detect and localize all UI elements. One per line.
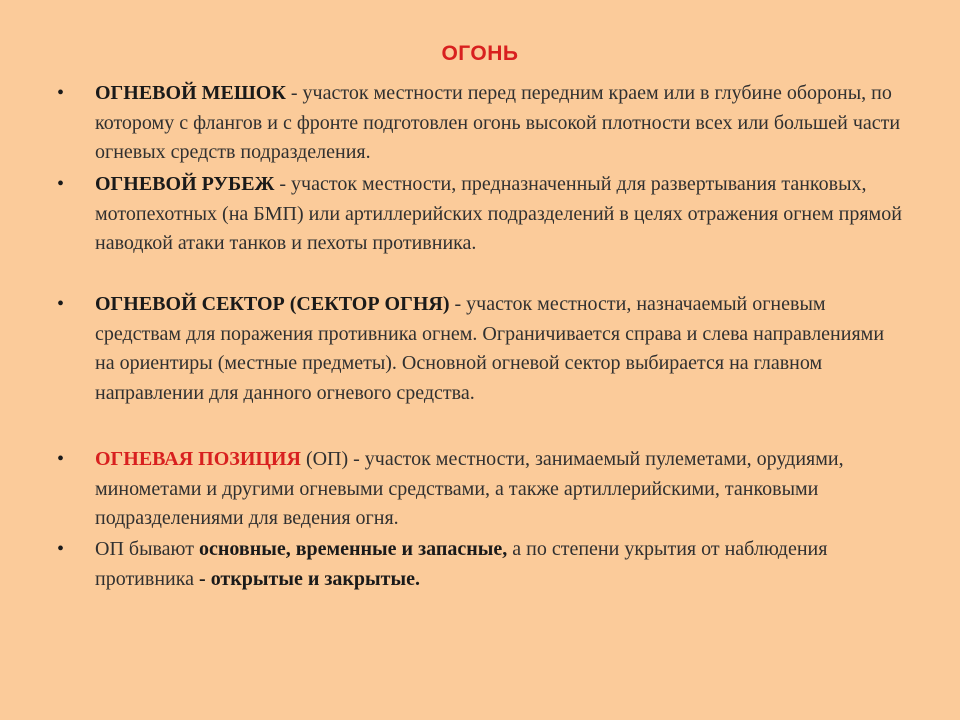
- list-item-text: [95, 535, 905, 594]
- bullet-icon: •: [57, 448, 65, 470]
- bullet-icon: •: [57, 173, 65, 195]
- list-item-text: [95, 79, 905, 168]
- term-label: ОГНЕВОЙ СЕКТОР (СЕКТОР ОГНЯ): [95, 293, 450, 315]
- definition-text: - участок местности перед передним краем или в глубине обороны, по которому с флангов и с фронте подготовлен огонь высокой плотности всех или большей части огневых средств подразделения.: [95, 82, 901, 163]
- bullet-icon: •: [57, 82, 65, 104]
- list-item-text: [95, 445, 905, 534]
- bold-fragment: основные, временные и запасные,: [198, 538, 508, 560]
- slide-title: ОГОНЬ: [441, 42, 519, 65]
- bold-fragment: - открытые и закрытые.: [199, 567, 420, 590]
- term-label: ОГНЕВОЙ МЕШОК: [95, 82, 286, 104]
- text-fragment: а по степени укрытия от наблюдения противника: [95, 538, 828, 590]
- definition-text: - участок местности, предназначенный для развертывания танковых, мотопехотных (на БМП) или артиллерийских подразделений в целях отражения огнем прямой наводкой атаки танков и пехоты противника.: [95, 173, 902, 254]
- bullet-icon: •: [57, 293, 65, 315]
- text-fragment: ОП бывают: [95, 538, 199, 560]
- list-item-text: [95, 170, 905, 259]
- definition-text: (ОП) - участок местности, занимаемый пулеметами, орудиями, минометами и другими огневыми средствами, а также артиллерийскими, танковыми подразделениями для ведения огня.: [95, 448, 844, 529]
- definition-text: - участок местности, назначаемый огневым средствам для поражения противника огнем. Ограничивается справа и слева направлениями на ориентиры (местные предметы). Основной огневой сектор выбирается на главном направлении для данного огневого средства.: [95, 293, 885, 404]
- term-label: ОГНЕВОЙ РУБЕЖ: [95, 173, 275, 195]
- list-item-text: [95, 290, 905, 408]
- bullet-icon: •: [57, 538, 65, 560]
- term-label: ОГНЕВАЯ ПОЗИЦИЯ: [95, 448, 301, 470]
